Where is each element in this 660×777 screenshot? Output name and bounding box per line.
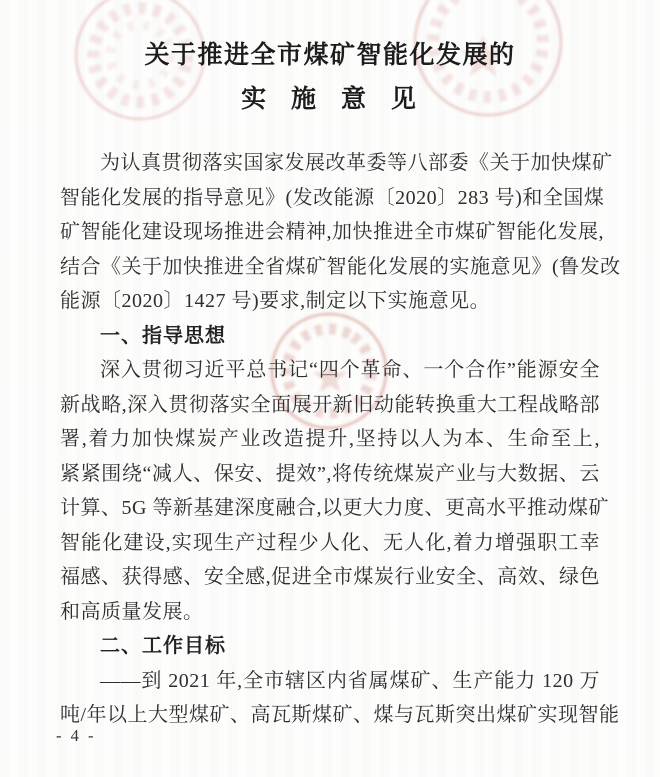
document-title-line2: 实 施 意 见 xyxy=(241,85,419,113)
paragraph2-line: 智能化建设,实现生产过程少人化、无人化,着力增强职工幸 xyxy=(60,531,600,554)
section-heading-1: 一、指导思想 xyxy=(100,324,226,347)
section-heading-2: 二、工作目标 xyxy=(100,635,226,657)
paragraph1-line: 智能化发展的指导意见》(发改能源〔2020〕283 号)和全国煤 xyxy=(60,186,605,209)
paragraph2-line: 深入贯彻习近平总书记“四个革命、一个合作”能源安全 xyxy=(100,359,600,381)
paragraph3-line: ——到 2021 年,全市辖区内省属煤矿、生产能力 120 万 xyxy=(100,669,600,692)
document-title xyxy=(0,37,660,117)
page-number: - 4 - xyxy=(56,726,96,745)
document-title-line1: 关于推进全市煤矿智能化发展的 xyxy=(144,41,516,69)
paragraph1-line: 结合《关于加快推进全省煤矿智能化发展的实施意见》(鲁发改 xyxy=(60,255,621,278)
paragraph2-line: 计算、5G 等新基建深度融合,以更大力度、更高水平推动煤矿 xyxy=(60,497,609,519)
document-body xyxy=(60,146,621,733)
paragraph2-line: 福感、获得感、安全感,促进全市煤炭行业安全、高效、绿色 xyxy=(60,566,600,588)
paragraph2-line: 紧紧围绕“减人、保安、提效”,将传统煤炭产业与大数据、云 xyxy=(60,462,600,485)
paragraph1-line: 为认真贯彻落实国家发展改革委等八部委《关于加快煤矿 xyxy=(100,152,613,174)
paragraph2-line: 新战略,深入贯彻落实全面展开新旧动能转换重大工程战略部 xyxy=(60,393,600,416)
paragraph2-line: 和高质量发展。 xyxy=(60,600,204,623)
paragraph1-line: 能源〔2020〕1427 号)要求,制定以下实施意见。 xyxy=(60,290,491,312)
paragraph3-line: 吨/年以上大型煤矿、高瓦斯煤矿、煤与瓦斯突出煤矿实现智能 xyxy=(60,704,620,726)
paragraph2-line: 署,着力加快煤炭产业改造提升,坚持以人为本、生命至上, xyxy=(60,428,600,450)
paragraph1-line: 矿智能化建设现场推进会精神,加快推进全市煤矿智能化发展, xyxy=(60,221,604,243)
